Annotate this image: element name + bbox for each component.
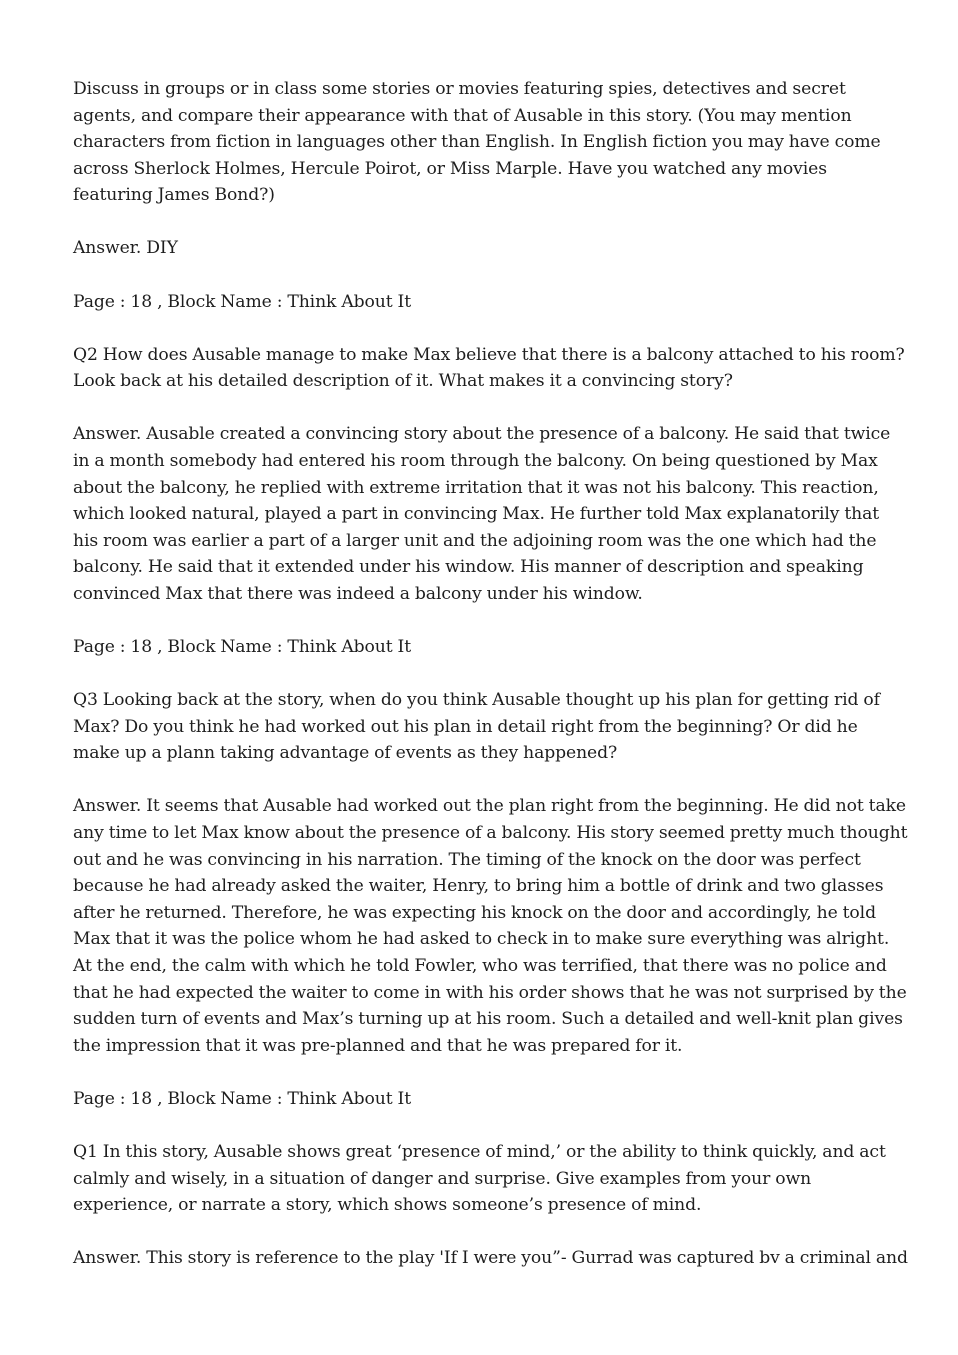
answer-paragraph: Answer. DIY xyxy=(73,238,178,259)
answer-paragraph: Answer. Ausable created a convincing story about the presence of a balcony. He said that twice in a month somebody had entered his room through the balcony. On being questioned by Max about the balcony, he replied with extreme irritation that it was not his balcony. This reaction, which looked natural, played a part in convincing Max. He further told Max explanatorily that his room was earlier a part of a larger unit and the adjoining room was the one which had the balcony. He said that it extended under his window. His manner of description and speaking convinced Max that there was indeed a balcony under his window. xyxy=(73,424,891,604)
page-reference: Page : 18 , Block Name : Think About It xyxy=(73,1088,412,1109)
page-reference: Page : 18 , Block Name : Think About It xyxy=(73,291,412,312)
question-paragraph: Discuss in groups or in class some stories or movies featuring spies, detectives and secret agents, and compare their appearance with that of Ausable in this story. (You may mention characters from fiction in languages other than English. In English fiction you may have come across Sherlock Holmes, Hercule Poirot, or Miss Marple. Have you watched any movies featuring James Bond?) xyxy=(73,79,881,206)
question-paragraph: Q1 In this story, Ausable shows great ‘presence of mind,’ or the ability to think quickly, and act calmly and wisely, in a situation of danger and surprise. Give examples from your own experience, or narrate a story, which shows someone’s presence of mind. xyxy=(73,1141,886,1216)
answer-paragraph: Answer. This story is reference to the play 'If I were you”- Gurrad was captured bv a criminal and xyxy=(73,1248,908,1269)
answer-paragraph: Answer. It seems that Ausable had worked out the plan right from the beginning. He did not take any time to let Max know about the presence of a balcony. His story seemed pretty much thought out and he was convincing in his narration. The timing of the knock on the door was perfect because he had already asked the waiter, Henry, to bring him a bottle of drink and two glasses after he returned. Therefore, he was expecting his knock on the door and accordingly, he told Max that it was the police whom he had asked to check in to make sure everything was alright. At the end, the calm with which he told Fowler, who was terrified, that there was no police and that he had expected the waiter to come in with his order shows that he was not surprised by the sudden turn of events and Max’s turning up at his room. Such a detailed and well-knit plan gives the impression that it was pre-planned and that he was prepared for it. xyxy=(73,796,908,1056)
page-reference: Page : 18 , Block Name : Think About It xyxy=(73,637,412,657)
question-paragraph: Q2 How does Ausable manage to make Max believe that there is a balcony attached to his room? Look back at his detailed description of it. What makes it a convincing story? xyxy=(73,344,905,392)
question-paragraph: Q3 Looking back at the story, when do you think Ausable thought up his plan for getting rid of Max? Do you think he had worked out his plan in detail right from the beginning? Or did he make up a plann taking advantage of events as they happened? xyxy=(73,690,880,764)
